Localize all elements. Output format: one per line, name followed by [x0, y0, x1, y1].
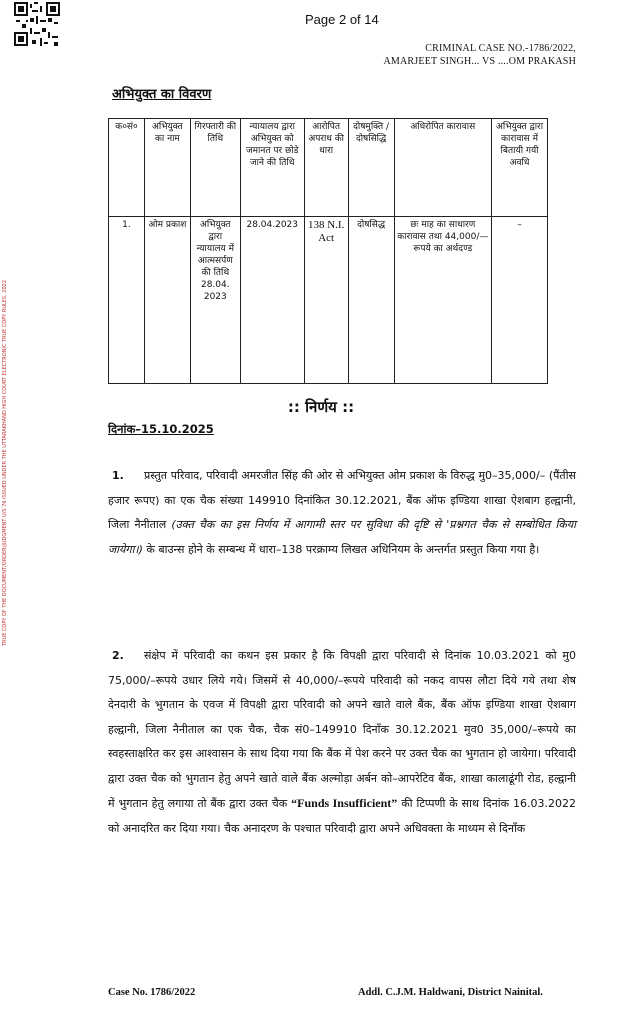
- case-number: CRIMINAL CASE NO.-1786/2022,: [425, 43, 576, 54]
- column-header: दोषमुक्ति / दोषसिद्धि: [348, 119, 394, 217]
- charge-section-cell: 138 N.I. Act: [304, 217, 348, 384]
- case-header: [384, 42, 577, 68]
- verdict-cell: दोषसिद्ध: [348, 217, 394, 384]
- paragraph-text: के बाउन्स होने के सम्बन्ध में धारा–138 परक्राम्य लिखत अधिनियम के अन्तर्गत प्रस्तुत किया गया है।: [142, 542, 540, 556]
- certification-stamp: [0, 255, 10, 675]
- arrest-date-cell: अभियुक्त द्वारा न्यायालय में आत्मसर्पण की तिथि 28.04. 2023: [190, 217, 240, 384]
- paragraph-2: [108, 644, 576, 841]
- paragraph-text: की टिप्पणी के साथ दिनांक 16.03.2022 को अनादरित कर दिया गया। चैक अनादरण के पश्चात परिवादी द्वारा अपने अधिवक्ता के माध्यम से दिनाँक: [108, 797, 576, 835]
- column-header: गिरफ्तारी की तिथि: [190, 119, 240, 217]
- column-header: अभियुक्त का नाम: [144, 119, 190, 217]
- paragraph-number: 1.: [112, 469, 124, 482]
- sentence-cell: छः माह का साधारण कारावास तथा 44,000/—रूपये का अर्थदण्ड: [394, 217, 492, 384]
- qr-code: [14, 2, 60, 46]
- column-header: आरोपित अपराध की धारा: [304, 119, 348, 217]
- serial-cell: 1.: [109, 217, 145, 384]
- footer-court-name: Addl. C.J.M. Haldwani, District Nainital.: [358, 987, 543, 998]
- paragraph-italic-note: (उक्त चैक का इस निर्णय में आगामी स्तर पर सुविधा की दृष्टि से 'प्रश्नगत चैक से सम्बोधित किया जायेगा।): [108, 518, 576, 556]
- column-header: न्यायालय द्वारा अभियुक्त को जमानत पर छोडे जाने की तिथि: [240, 119, 304, 217]
- column-header: क०सं०: [109, 119, 145, 217]
- page-number: Page 2 of 14: [305, 12, 379, 27]
- paragraph-1: [108, 464, 576, 562]
- bail-date-cell: 28.04.2023: [240, 217, 304, 384]
- time-served-cell: –: [492, 217, 548, 384]
- table-header-row: [109, 119, 548, 217]
- table-row: [109, 217, 548, 384]
- case-parties: AMARJEET SINGH... VS ....OM PRAKASH: [383, 56, 576, 67]
- judgment-date: दिनांक–15.10.2025: [108, 422, 214, 436]
- accused-details-table: [108, 118, 548, 384]
- paragraph-text: प्रस्तुत परिवाद, परिवादी अमरजीत सिंह की ओर से अभियुक्त ओम प्रकाश के विरुद्ध मु0–35,000/– (पैंतीस हजार रूपए) का एक चैक संख्या 149910 दिनांकित 30.12.2021, बैंक ऑफ इण्डिया शाखा ऐशबाग हल्द्वानी, जिला नैनीताल: [108, 469, 576, 531]
- paragraph-number: 2.: [112, 649, 124, 662]
- accused-name-cell: ओम प्रकाश: [144, 217, 190, 384]
- accused-details-title: अभियुक्त का विवरण: [112, 87, 212, 102]
- bank-remark: “Funds Insufficient”: [291, 796, 398, 810]
- paragraph-text: संक्षेप में परिवादी का कथन इस प्रकार है कि विपक्षी द्वारा परिवादी से दिनांक 10.03.2021 को मु0 75,000/–रूपये उधार लिये गये। जिसमें से 40,000/–रूपये परिवादी को नकद वापस लौटा दिये गये तथा शेष देनदारी के भुगतान के एवज में विपक्षी द्वारा परिवादी को अपने खाते वाले बैंक, बैंक ऑफ इण्डिया शाखा ऐशबाग हल्द्वानी, जिला नैनीताल का एक चैक, चैक सं0–149910 दिनाँक 30.12.2021 मुव0 35,000/–रूपये का स्वहस्ताक्षरित कर इस आश्वासन के साथ दिया गया कि बैंक में पेश करने पर उक्त चैक का भुगतान हो जायेगा। परिवादी द्वारा उक्त चैक को भुगतान हेतु अपने खाते वाले बैंक अल्मोड़ा अर्बन को–आपरेटिव बैंक, शाखा कालाढूंगी रोड, हल्द्वानी में भुगतान हेतु लगाया तो बैंक द्वारा उक्त चैक: [108, 649, 576, 810]
- column-header: अधिरोपित कारावास: [394, 119, 492, 217]
- certification-stamp-text: TRUE COPY OF THE DOCUMENT/ORDER/JUDGMENT U/S 76 ISSUED UNDER THE UTTARAKHAND HIGH COURT ELECTRONIC TRUE COPY RULES, 2022: [2, 280, 8, 646]
- footer-case-number: Case No. 1786/2022: [108, 987, 196, 998]
- judgment-heading: :: निर्णय ::: [287, 398, 355, 416]
- column-header: अभियुक्त द्वारा कारावास में बितायी गयी अवधि: [492, 119, 548, 217]
